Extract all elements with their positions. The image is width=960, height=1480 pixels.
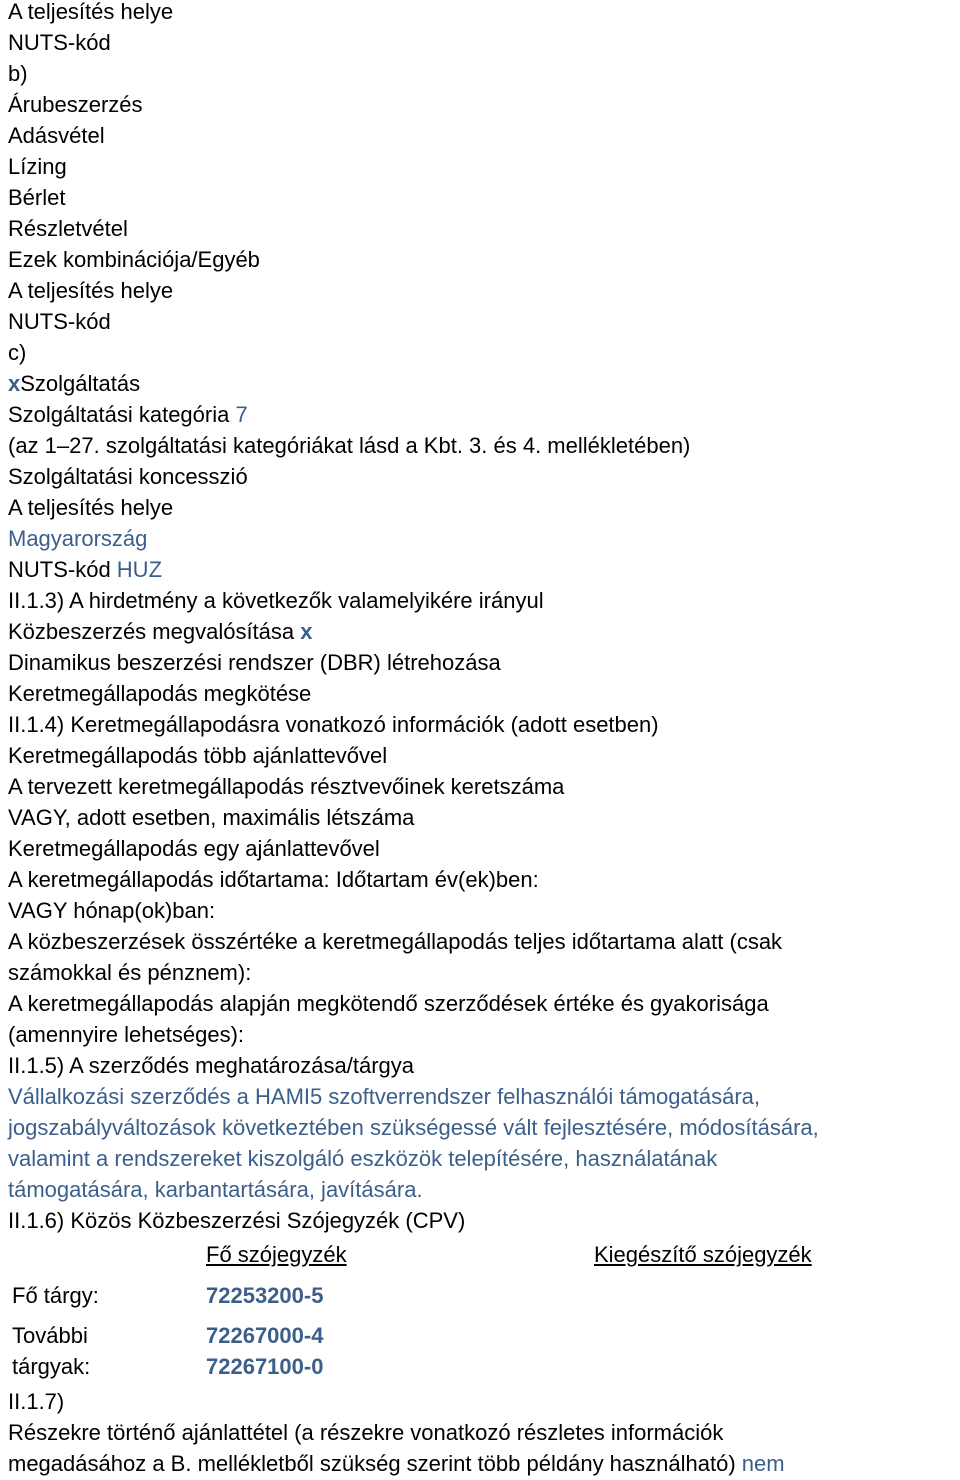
text-line: Ezek kombinációja/Egyéb [8, 247, 260, 272]
text-line: Keretmegállapodás megkötése [8, 681, 312, 706]
text-line: Szolgáltatási koncesszió [8, 464, 248, 489]
service-category-label: Szolgáltatási kategória [8, 402, 236, 427]
text-line: c) [8, 340, 27, 365]
cpv-other-code: 72267000-4 [206, 1323, 324, 1348]
contract-subject-line: jogszabályváltozások következtében szükségessé vált fejlesztésére, módosítására, [8, 1115, 819, 1140]
section-heading: II.1.7) [8, 1389, 65, 1414]
contract-subject-line: támogatására, karbantartására, javítására. [8, 1177, 423, 1202]
text-line: Részletvétel [8, 216, 128, 241]
text-line: Keretmegállapodás egy ajánlattevővel [8, 836, 380, 861]
text-line: VAGY hónap(ok)ban: [8, 898, 216, 923]
text-line: Árubeszerzés [8, 92, 143, 117]
nuts-value: HUZ [116, 557, 163, 582]
contract-subject-line: Vállalkozási szerződés a HAMI5 szoftverrendszer felhasználói támogatására, [8, 1084, 761, 1109]
service-label: Szolgáltatás [20, 371, 141, 396]
text-line: NUTS-kód [8, 309, 111, 334]
section-heading: II.1.6) Közös Közbeszerzési Szójegyzék (CPV) [8, 1208, 466, 1233]
cpv-main-label: Fő tárgy: [12, 1283, 99, 1308]
text-line: VAGY, adott esetben, maximális létszáma [8, 805, 415, 830]
text-line: A tervezett keretmegállapodás résztvevőinek keretszáma [8, 774, 565, 799]
text-line: A keretmegállapodás alapján megkötendő szerződések értéke és gyakorisága [8, 991, 769, 1016]
text-line: A közbeszerzések összértéke a keretmegállapodás teljes időtartama alatt (csak [8, 929, 783, 954]
text-line: Részekre történő ajánlattétel (a részekre vonatkozó részletes információk [8, 1420, 724, 1445]
text-line: (amennyire lehetséges): [8, 1022, 245, 1047]
checked-mark: x [8, 371, 21, 396]
text-line: b) [8, 61, 28, 86]
parts-line [8, 1448, 785, 1479]
text-line: A teljesítés helye [8, 495, 174, 520]
text-line: Dinamikus beszerzési rendszer (DBR) létrehozása [8, 650, 501, 675]
text-line: NUTS-kód [8, 30, 111, 55]
section-heading: II.1.4) Keretmegállapodásra vonatkozó információk (adott esetben) [8, 712, 659, 737]
section-heading: II.1.3) A hirdetmény a következők valamelyikére irányul [8, 588, 544, 613]
section-heading: II.1.5) A szerződés meghatározása/tárgya [8, 1053, 415, 1078]
text-line: Lízing [8, 154, 67, 179]
place-value: Magyarország [8, 526, 148, 551]
text-line: A keretmegállapodás időtartama: Időtartam év(ek)ben: [8, 867, 539, 892]
text-line: Keretmegállapodás több ajánlattevővel [8, 743, 388, 768]
cpv-supplementary-header: Kiegészítő szójegyzék [594, 1242, 812, 1267]
cpv-other-label: tárgyak: [12, 1354, 91, 1379]
service-line [8, 368, 140, 399]
cpv-other-label: További [12, 1323, 88, 1348]
nuts-line [8, 554, 162, 585]
service-category-value: 7 [235, 402, 248, 427]
cpv-main-code: 72253200-5 [206, 1283, 324, 1308]
procurement-label: Közbeszerzés megvalósítása [8, 619, 301, 644]
text-line: (az 1–27. szolgáltatási kategóriákat lásd a Kbt. 3. és 4. mellékletében) [8, 433, 691, 458]
parts-value: nem [741, 1451, 785, 1476]
parts-label: megadásához a B. mellékletből szükség szerint több példány használható) [8, 1451, 742, 1476]
checked-mark: x [300, 619, 313, 644]
nuts-label: NUTS-kód [8, 557, 117, 582]
text-line: Adásvétel [8, 123, 105, 148]
procurement-line [8, 616, 313, 647]
text-line: számokkal és pénznem): [8, 960, 252, 985]
cpv-other-code: 72267100-0 [206, 1354, 324, 1379]
text-line: Bérlet [8, 185, 66, 210]
text-line: A teljesítés helye [8, 0, 174, 24]
contract-subject-line: valamint a rendszereket kiszolgáló eszközök telepítésére, használatának [8, 1146, 718, 1171]
cpv-main-header: Fő szójegyzék [206, 1242, 347, 1267]
service-category-line [8, 399, 248, 430]
text-line: A teljesítés helye [8, 278, 174, 303]
